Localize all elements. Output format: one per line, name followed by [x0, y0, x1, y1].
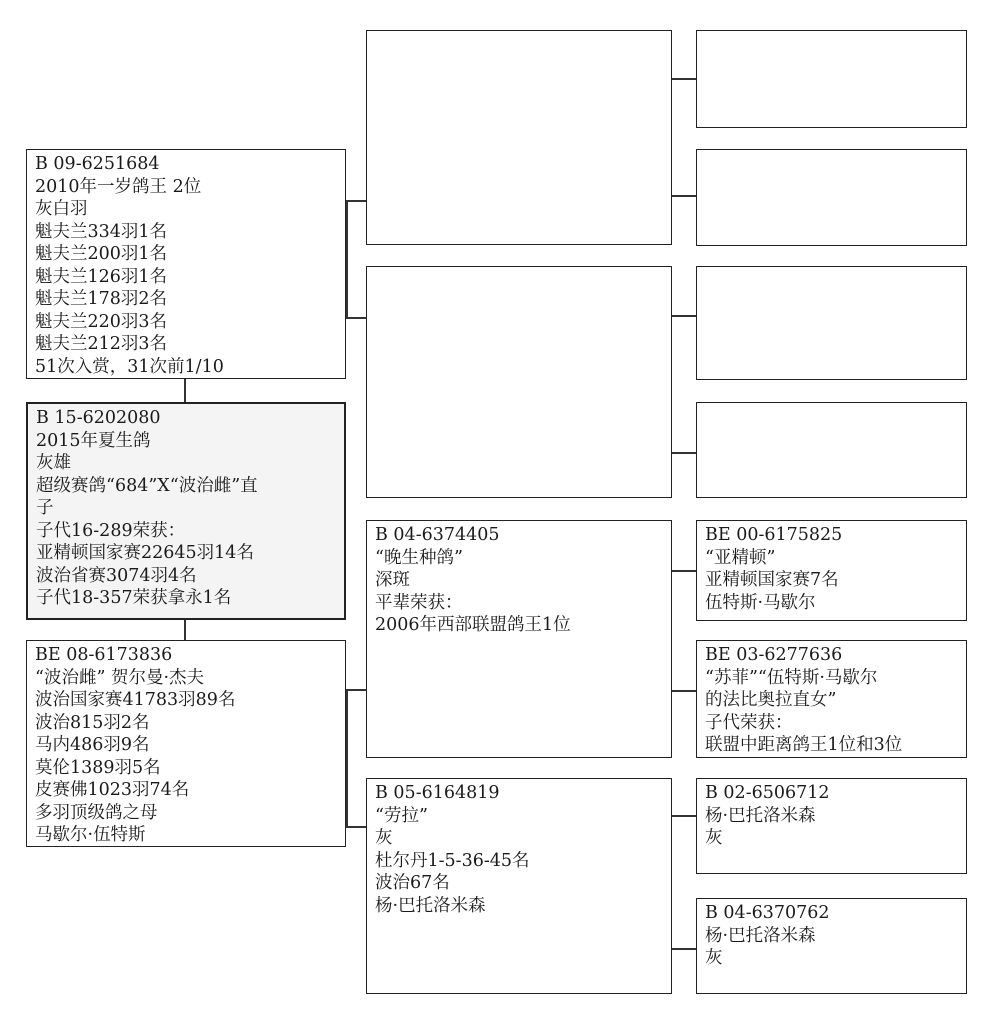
- sire-ring-number: B 09-6251684: [35, 154, 160, 174]
- connector-g2b-g3: [671, 315, 697, 317]
- g3-card-3-empty: [696, 266, 967, 380]
- dam-dam-line: “劳拉”: [375, 805, 428, 826]
- g3-card-4-empty: [696, 402, 967, 498]
- dam-line: “波治雌” 贺尔曼·杰夫: [35, 667, 205, 688]
- dam-dam-line: 灰: [375, 828, 393, 848]
- sire-line: 魁夫兰200羽1名: [35, 244, 168, 264]
- sire-line: 魁夫兰334羽1名: [35, 221, 168, 242]
- dam-line: 皮赛佛1023羽74名: [35, 780, 190, 800]
- connector-sire-gen2: [346, 200, 367, 202]
- connector-g2d-g3: [671, 815, 697, 817]
- connector-g2c-g3b: [671, 690, 697, 692]
- g3-7-ring-number: B 02-6506712: [705, 783, 830, 803]
- connector-g2a-g3: [671, 78, 697, 80]
- subject-line: 超级赛鸽“684”X“波治雌”直: [36, 475, 258, 496]
- sire-line: 51次入赏，31次前1/10: [35, 356, 224, 377]
- sire-line: 2010年一岁鸽王 2位: [35, 176, 202, 197]
- dam-ring-number: BE 08-6173836: [35, 645, 173, 665]
- subject-line: 子: [36, 498, 54, 518]
- g3-8-line: 杨·巴托洛米森: [705, 925, 816, 946]
- g3-5-line: “亚精顿”: [705, 547, 776, 568]
- sire-line: 魁夫兰212羽3名: [35, 334, 168, 354]
- dam-dam-card: [366, 778, 672, 994]
- g3-6-line: “苏菲”“伍特斯·马歇尔: [705, 667, 878, 688]
- connector-dam-gen2: [346, 689, 367, 691]
- g3-6-line: 子代荣获：: [705, 712, 793, 733]
- subject-line: 亚精顿国家赛22645羽14名: [36, 543, 254, 563]
- connector-g2c-g3: [671, 570, 697, 572]
- dam-line: 波治国家赛41783羽89名: [35, 690, 236, 710]
- g3-8-ring-number: B 04-6370762: [705, 903, 830, 923]
- dam-line: 多羽顶级鸽之母: [35, 802, 158, 823]
- g3-5-line: 亚精顿国家赛7名: [705, 570, 839, 590]
- dam-dam-line: 杜尔丹1-5-36-45名: [375, 850, 530, 871]
- g3-card-8: [696, 898, 967, 994]
- dam-sire-line: 平辈荣获：: [375, 592, 463, 613]
- connector-g2b-g3b: [671, 452, 697, 454]
- g3-card-6: [696, 640, 967, 758]
- dam-sire-line: 2006年西部联盟鸽王1位: [375, 615, 571, 635]
- dam-sire-card: [366, 520, 672, 758]
- g3-7-line: 杨·巴托洛米森: [705, 805, 816, 826]
- sire-sire-card-empty: [366, 30, 672, 245]
- sire-line: 魁夫兰178羽2名: [35, 289, 168, 309]
- g3-card-5: [696, 520, 967, 621]
- g3-7-line: 灰: [705, 828, 723, 848]
- dam-line: 莫伦1389羽5名: [35, 757, 161, 778]
- dam-line: 波治815羽2名: [35, 712, 150, 733]
- g3-5-line: 伍特斯·马歇尔: [705, 592, 816, 613]
- dam-sire-line: “晚生种鸽”: [375, 547, 463, 568]
- subject-line: 灰雄: [36, 453, 71, 473]
- dam-dam-line: 波治67名: [375, 873, 450, 893]
- sire-card: [26, 149, 346, 379]
- dam-sire-line: 深斑: [375, 570, 410, 590]
- connector-sire-gen2-vertical: [346, 200, 348, 318]
- connector-g2d-g3b: [671, 948, 697, 950]
- connector-dam-gen2-vertical: [346, 689, 348, 827]
- dam-dam-ring-number: B 05-6164819: [375, 783, 500, 803]
- subject-line: 子代16-289荣获：: [36, 520, 186, 541]
- connector-subject-dam: [184, 619, 186, 641]
- sire-line: 魁夫兰126羽1名: [35, 266, 168, 287]
- g3-6-line: 的法比奥拉直女”: [705, 690, 837, 710]
- g3-card-2-empty: [696, 149, 967, 246]
- connector-sire-subject: [184, 378, 186, 403]
- connector-sire-gen2b: [346, 317, 367, 319]
- dam-card: [26, 640, 346, 847]
- g3-card-1-empty: [696, 30, 967, 128]
- connector-g2a-g3b: [671, 195, 697, 197]
- dam-line: 马歇尔·伍特斯: [35, 825, 146, 845]
- subject-line: 子代18-357荣获拿永1名: [36, 588, 232, 608]
- subject-line: 波治省赛3074羽4名: [36, 565, 197, 586]
- connector-dam-gen2b: [346, 826, 367, 828]
- subject-ring-number: B 15-6202080: [36, 408, 161, 428]
- g3-6-ring-number: BE 03-6277636: [705, 645, 843, 665]
- sire-dam-card-empty: [366, 266, 672, 498]
- dam-line: 马内486羽9名: [35, 735, 150, 755]
- g3-8-line: 灰: [705, 948, 723, 968]
- g3-card-7: [696, 778, 967, 874]
- g3-5-ring-number: BE 00-6175825: [705, 525, 843, 545]
- dam-dam-line: 杨·巴托洛米森: [375, 895, 486, 916]
- dam-sire-ring-number: B 04-6374405: [375, 525, 500, 545]
- subject-line: 2015年夏生鸽: [36, 430, 151, 451]
- sire-line: 魁夫兰220羽3名: [35, 311, 168, 332]
- g3-6-line: 联盟中距离鸽王1位和3位: [705, 735, 903, 755]
- subject-card: [26, 402, 346, 620]
- sire-line: 灰白羽: [35, 199, 88, 219]
